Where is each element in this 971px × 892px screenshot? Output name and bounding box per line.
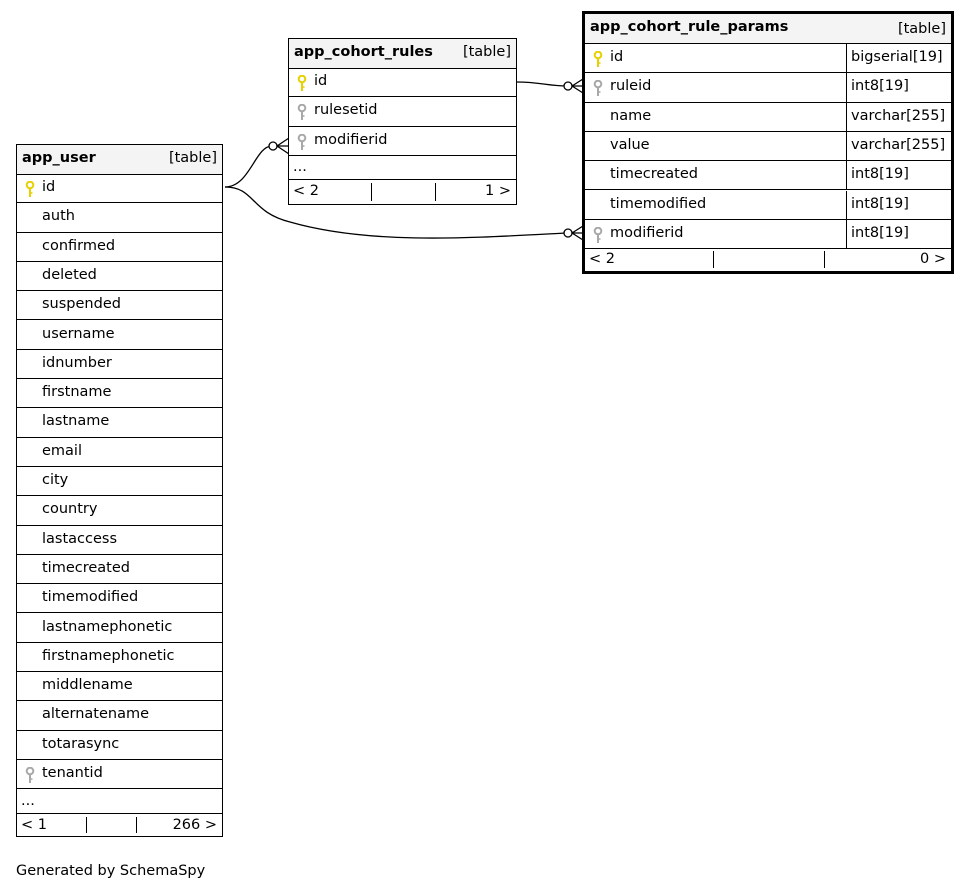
column-name: idnumber [42, 354, 112, 371]
table-header [17, 145, 222, 175]
foreign-key-icon [593, 80, 603, 97]
column-row-country[interactable] [17, 496, 222, 525]
foreign-key-icon [593, 227, 603, 244]
column-name: ruleid [610, 78, 652, 95]
column-name: name [610, 107, 652, 124]
column-type: int8[19] [851, 78, 909, 95]
column-name: rulesetid [314, 102, 378, 119]
column-row-timemodified[interactable] [585, 191, 951, 220]
column-name: city [42, 472, 69, 488]
column-name: timemodified [42, 589, 139, 606]
column-name: middlename [42, 677, 133, 694]
column-row-lastnamephonetic[interactable] [17, 614, 222, 643]
child-count: 1 > [485, 183, 511, 199]
column-row-modifierid[interactable] [289, 127, 516, 156]
column-name: modifierid [610, 224, 684, 241]
column-name: timemodified [610, 195, 707, 212]
foreign-key-icon [25, 767, 35, 784]
more-columns: ... [17, 790, 222, 814]
column-name: confirmed [42, 237, 116, 254]
column-row-tenantid[interactable] [17, 760, 222, 789]
column-row-lastname[interactable] [17, 408, 222, 437]
child-count: 0 > [920, 251, 946, 267]
column-name: deleted [42, 266, 97, 283]
table-type: [table] [897, 21, 946, 37]
column-name: id [610, 49, 624, 65]
column-row-name[interactable] [585, 103, 951, 132]
column-name: lastnamephonetic [42, 618, 173, 635]
column-name: email [42, 442, 82, 459]
parent-count: < 1 [21, 817, 47, 833]
column-row-lastaccess[interactable] [17, 526, 222, 555]
column-row-suspended[interactable] [17, 291, 222, 320]
table-header [585, 14, 951, 44]
column-type: varchar[255] [851, 136, 946, 153]
column-name: auth [42, 208, 75, 225]
column-row-confirmed[interactable] [17, 233, 222, 262]
foreign-key-icon [297, 104, 307, 121]
column-name: id [314, 73, 328, 89]
column-name: lastname [42, 413, 110, 430]
primary-key-icon [593, 51, 603, 68]
column-row-firstnamephonetic[interactable] [17, 643, 222, 672]
table-footer [585, 248, 951, 271]
column-row-username[interactable] [17, 321, 222, 350]
column-row-city[interactable] [17, 467, 222, 496]
column-row-id[interactable] [585, 44, 951, 73]
column-row-id[interactable] [17, 174, 222, 203]
column-name: username [42, 325, 115, 342]
column-type: int8[19] [851, 166, 909, 183]
table-app-cohort-rules[interactable] [288, 38, 517, 205]
table-app-user[interactable] [16, 144, 223, 837]
column-name: country [42, 501, 98, 518]
column-type: varchar[255] [851, 107, 946, 124]
column-name: alternatename [42, 706, 150, 723]
parent-count: < 2 [293, 183, 319, 199]
column-name: modifierid [314, 131, 388, 148]
column-row-idnumber[interactable] [17, 350, 222, 379]
table-name: app_user [22, 150, 96, 166]
table-name: app_cohort_rules [294, 44, 433, 60]
column-row-alternatename[interactable] [17, 701, 222, 730]
table-footer [17, 814, 222, 836]
column-row-timecreated[interactable] [17, 555, 222, 584]
column-name: suspended [42, 296, 121, 313]
column-name: lastaccess [42, 530, 118, 547]
column-type: int8[19] [851, 195, 909, 212]
column-row-timecreated[interactable] [585, 161, 951, 190]
more-columns: ... [289, 156, 516, 180]
column-row-timemodified[interactable] [17, 584, 222, 613]
column-row-firstname[interactable] [17, 379, 222, 408]
table-footer [289, 180, 516, 204]
column-name: firstname [42, 384, 112, 401]
column-row-middlename[interactable] [17, 672, 222, 701]
column-name: id [42, 179, 56, 195]
column-row-auth[interactable] [17, 203, 222, 232]
generated-by-credit: Generated by SchemaSpy [16, 863, 206, 879]
column-name: value [610, 136, 650, 153]
column-row-deleted[interactable] [17, 262, 222, 291]
column-row-totarasync[interactable] [17, 731, 222, 760]
column-row-modifierid[interactable] [585, 220, 951, 249]
column-row-rulesetid[interactable] [289, 97, 516, 126]
column-name: tenantid [42, 765, 103, 781]
table-type: [table] [168, 150, 217, 166]
column-name: timecreated [42, 559, 130, 576]
table-type: [table] [462, 44, 511, 60]
table-name: app_cohort_rule_params [590, 19, 789, 35]
parent-count: < 2 [589, 251, 615, 267]
column-row-ruleid[interactable] [585, 73, 951, 102]
column-row-email[interactable] [17, 438, 222, 467]
column-name: timecreated [610, 166, 698, 183]
primary-key-icon [297, 75, 307, 92]
table-header [289, 39, 516, 69]
child-count: 266 > [172, 817, 217, 833]
primary-key-icon [25, 181, 35, 198]
column-row-id[interactable] [289, 68, 516, 97]
column-type: bigserial[19] [851, 49, 943, 65]
foreign-key-icon [297, 134, 307, 151]
table-app-cohort-rule-params[interactable] [582, 11, 954, 274]
column-name: totarasync [42, 735, 120, 752]
column-type: int8[19] [851, 224, 909, 241]
column-row-value[interactable] [585, 132, 951, 161]
column-name: firstnamephonetic [42, 647, 175, 664]
